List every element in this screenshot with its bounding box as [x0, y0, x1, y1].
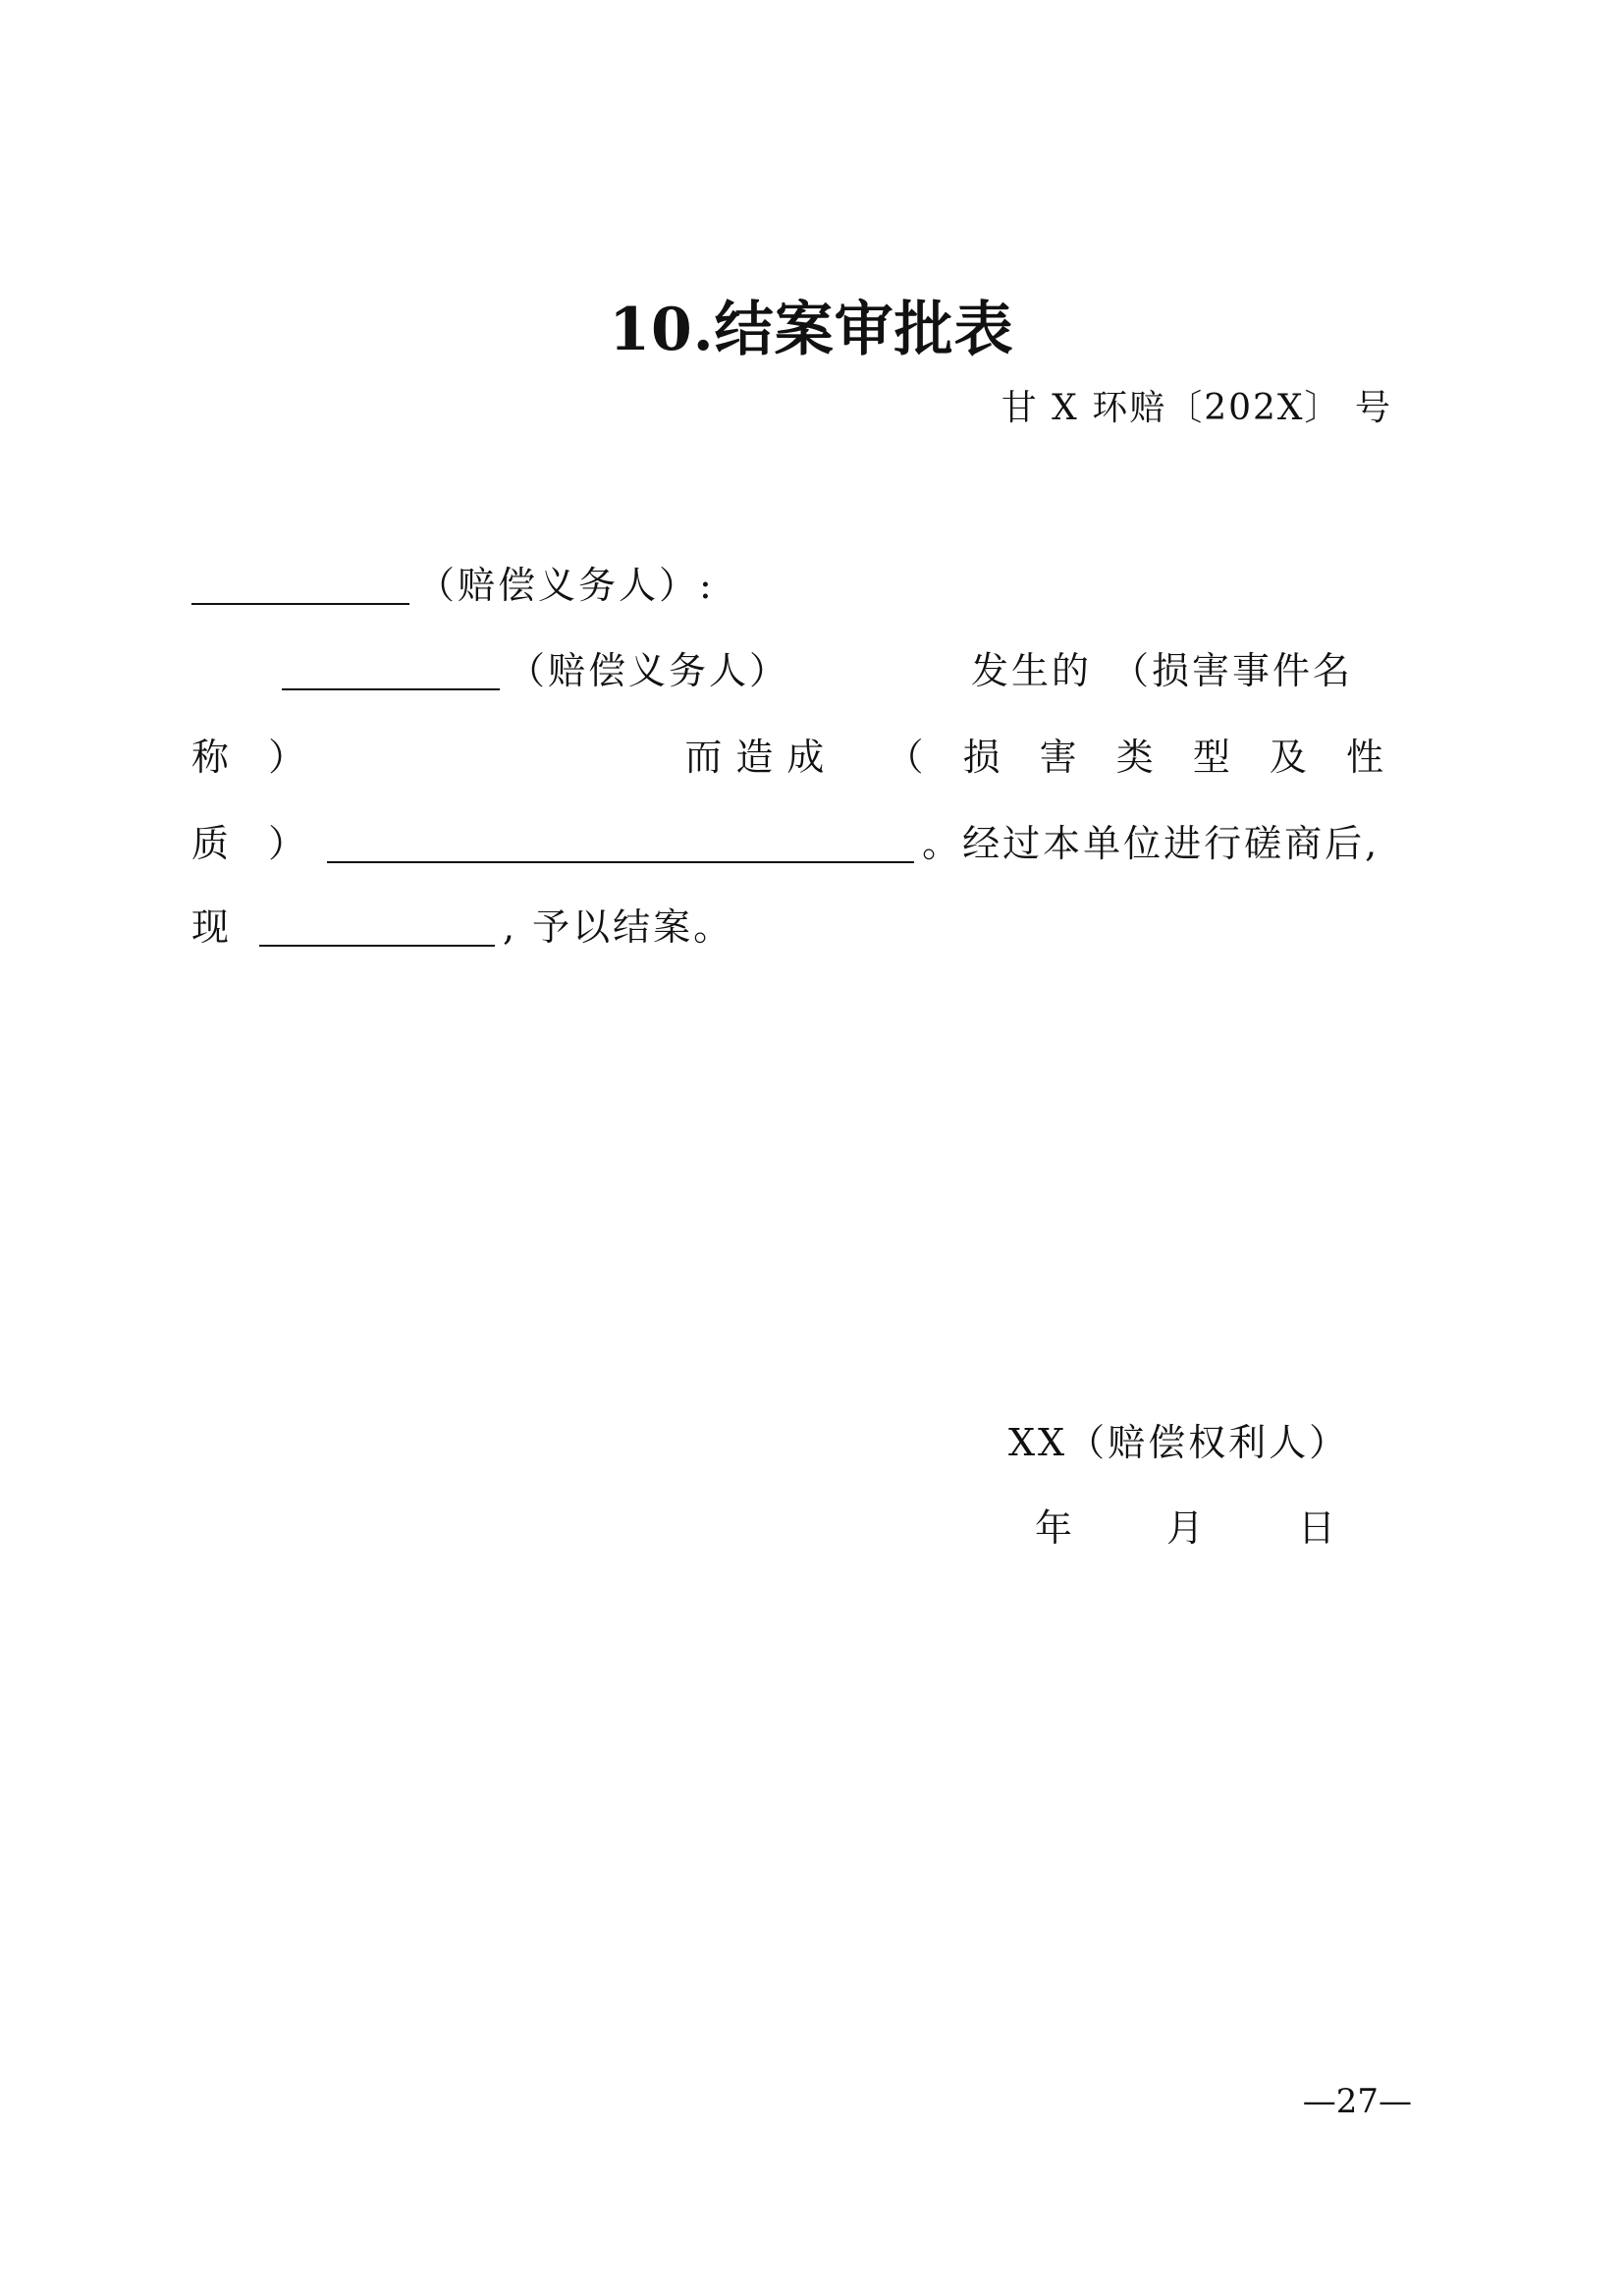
obligor-label: （赔偿义务人）:: [417, 564, 715, 607]
body-line-5: [191, 902, 1397, 953]
after-consult-text: 。经过本单位进行磋商后,: [922, 822, 1380, 865]
obligor-blank-2[interactable]: [282, 649, 500, 690]
date-month: 月: [1166, 1506, 1205, 1550]
caused-text: 而造成: [684, 736, 839, 779]
occurred-text: 发生的: [971, 649, 1093, 692]
event-name-prefix: （损害事件名: [1111, 649, 1354, 692]
now-text: 现: [191, 905, 233, 949]
close-case-text: , 予以结案。: [503, 905, 734, 949]
damage-type-prefix: （ 损 害 类 型 及 性: [886, 736, 1397, 779]
signature-organization: XX（赔偿权利人）: [1008, 1421, 1350, 1464]
body-line-3: [191, 732, 1397, 783]
date-day: 日: [1298, 1506, 1336, 1550]
page-number: —27—: [1302, 2082, 1412, 2121]
damage-nature-suffix: 质 ）: [191, 822, 320, 865]
damage-type-blank[interactable]: [327, 822, 914, 863]
body-line-2: [191, 645, 1397, 696]
event-name-suffix: 称 ）: [191, 736, 320, 779]
body-line-1: [191, 560, 1397, 611]
date-year: 年: [1035, 1506, 1073, 1550]
obligor-label-2: （赔偿义务人）: [508, 649, 790, 692]
obligor-blank[interactable]: [191, 564, 409, 605]
body-line-4: [191, 818, 1397, 869]
result-blank[interactable]: [259, 905, 495, 947]
document-number: 甘 X 环赔〔202X〕 号: [1001, 388, 1392, 428]
document-title: 10.结案审批表: [609, 296, 1014, 364]
